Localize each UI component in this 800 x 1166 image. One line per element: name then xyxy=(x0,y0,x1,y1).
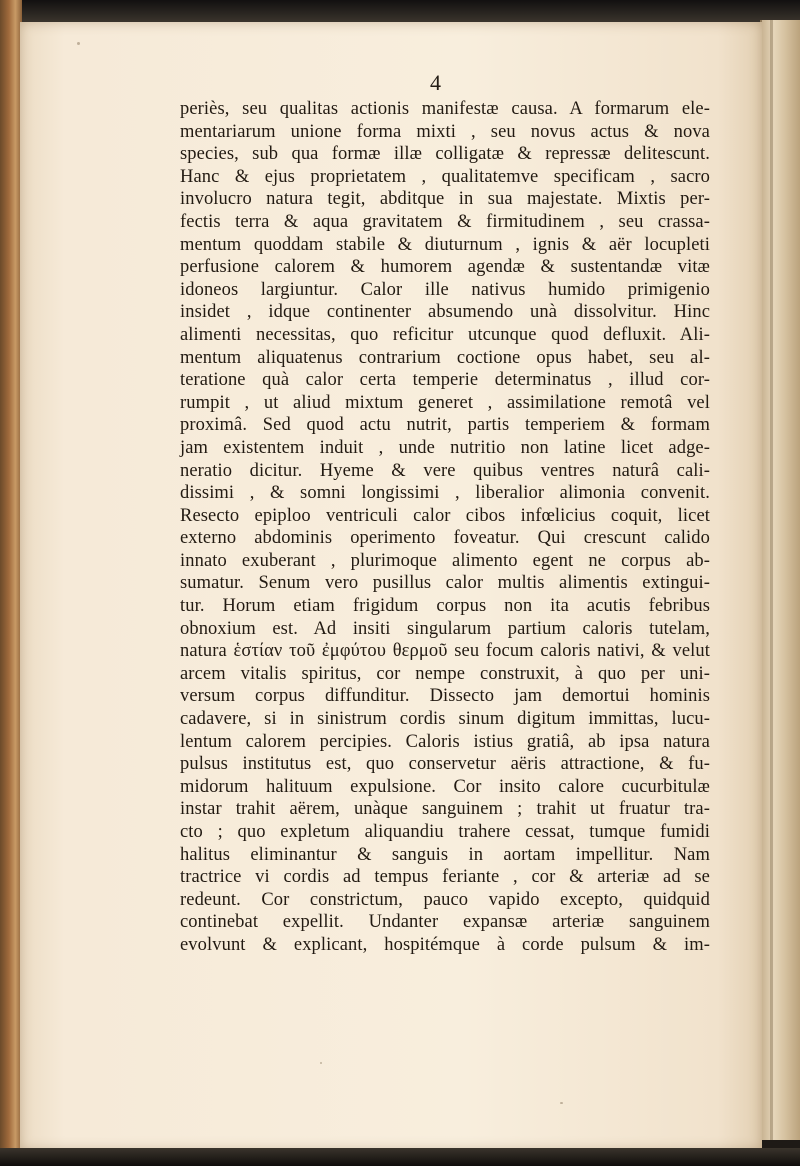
text-line: versum corpus diffunditur. Dissecto jam demortui hominis xyxy=(180,686,710,707)
text-line: redeunt. Cor constrictum, pauco vapido excepto, quidquid xyxy=(180,889,710,910)
text-line: insidet , idque continenter absumendo unà dissolvitur. Hinc xyxy=(180,302,710,323)
text-line: Hanc & ejus proprietatem , qualitatemve specificam , sacro xyxy=(180,166,710,187)
text-line: midorum halituum expulsione. Cor insito calore cucurbitulæ xyxy=(180,776,710,797)
top-shadow xyxy=(0,0,800,22)
left-binding xyxy=(0,0,22,1166)
text-line: tur. Horum etiam frigidum corpus non ita acutis febribus xyxy=(180,596,710,617)
text-line: sumatur. Senum vero pusillus calor multis alimentis extingui- xyxy=(180,573,710,594)
text-line: cto ; quo expletum aliquandiu trahere cessat, tumque fumidi xyxy=(180,822,710,842)
text-line: perfusione calorem & humorem agendæ & sustentandæ vitæ xyxy=(180,257,710,278)
text-line: periès, seu qualitas actionis manifestæ causa. A formarum ele- xyxy=(180,99,710,119)
text-line: tractrice vi cordis ad tempus feriante , cor & arteriæ ad se xyxy=(180,867,710,888)
body-text xyxy=(180,98,710,957)
text-line: mentum quoddam stabile & diuturnum , ignis & aër locupleti xyxy=(180,234,710,255)
text-line: species, sub qua formæ illæ colligatæ & repressæ delitescunt. xyxy=(180,144,710,165)
text-line: externo abdominis operimento foveatur. Qui crescunt calido xyxy=(180,528,710,549)
text-line: fectis terra & aqua gravitatem & firmitudinem , seu crassa- xyxy=(180,211,710,232)
text-line: jam existentem induit , unde nutritio non latine licet adge- xyxy=(180,437,710,458)
text-line: continebat expellit. Undanter expansæ arteriæ sanguinem xyxy=(180,912,710,933)
text-line: lentum calorem percipies. Caloris istius gratiâ, ab ipsa natura xyxy=(180,731,710,752)
text-line: Resecto epiploo ventriculi calor cibos infœlicius coquit, licet xyxy=(180,505,710,526)
text-line: idoneos largiuntur. Calor ille nativus humido primigenio xyxy=(180,279,710,300)
text-line: proximâ. Sed quod actu nutrit, partis temperiem & formam xyxy=(180,415,710,436)
text-line: instar trahit aërem, unàque sanguinem ; trahit ut fruatur tra- xyxy=(180,799,710,820)
text-line: halitus eliminantur & sanguis in aortam impellitur. Nam xyxy=(180,844,710,865)
text-line: involucro natura tegit, abditque in sua majestate. Mixtis per- xyxy=(180,189,710,210)
text-line: arcem vitalis spiritus, cor nempe construxit, à quo per uni- xyxy=(180,663,710,684)
text-line: cadavere, si in sinistrum cordis sinum digitum immittas, lucu- xyxy=(180,709,710,730)
text-line: pulsus institutus est, quo conservetur aëris attractione, & fu- xyxy=(180,754,710,775)
text-line: mentum aliquatenus contrarium coctione opus habet, seu al- xyxy=(180,347,710,368)
page-number: 4 xyxy=(430,70,441,95)
text-line: innato exuberant , plurimoque alimento egent ne corpus ab- xyxy=(180,550,710,571)
right-page-edge xyxy=(760,20,800,1140)
text-line: alimenti necessitas, quo reficitur utcunque quod defluxit. Ali- xyxy=(180,324,710,345)
text-line: teratione quà calor certa temperie determinatus , illud cor- xyxy=(180,370,710,391)
text-line: obnoxium est. Ad insiti singularum partium caloris tutelam, xyxy=(180,618,710,639)
text-line: mentariarum unione forma mixti , seu novus actus & nova xyxy=(180,121,710,142)
text-line: evolvunt & explicant, hospitémque à corde pulsum & im- xyxy=(180,934,710,955)
paper-speck xyxy=(560,1102,563,1104)
text-line: dissimi , & somni longissimi , liberalior alimonia convenit. xyxy=(180,483,710,504)
paper-speck xyxy=(77,42,80,45)
text-line: rumpit , ut aliud mixtum generet , assimilatione remotâ vel xyxy=(180,392,710,413)
paper-speck xyxy=(320,1062,322,1064)
text-line: natura ἑστίαν τοῦ ἐμφύτου θερμοῦ seu focum caloris nativi, & velut xyxy=(180,641,710,662)
text-line: neratio dicitur. Hyeme & vere quibus ventres naturâ cali- xyxy=(180,460,710,481)
bottom-shadow xyxy=(0,1148,800,1166)
